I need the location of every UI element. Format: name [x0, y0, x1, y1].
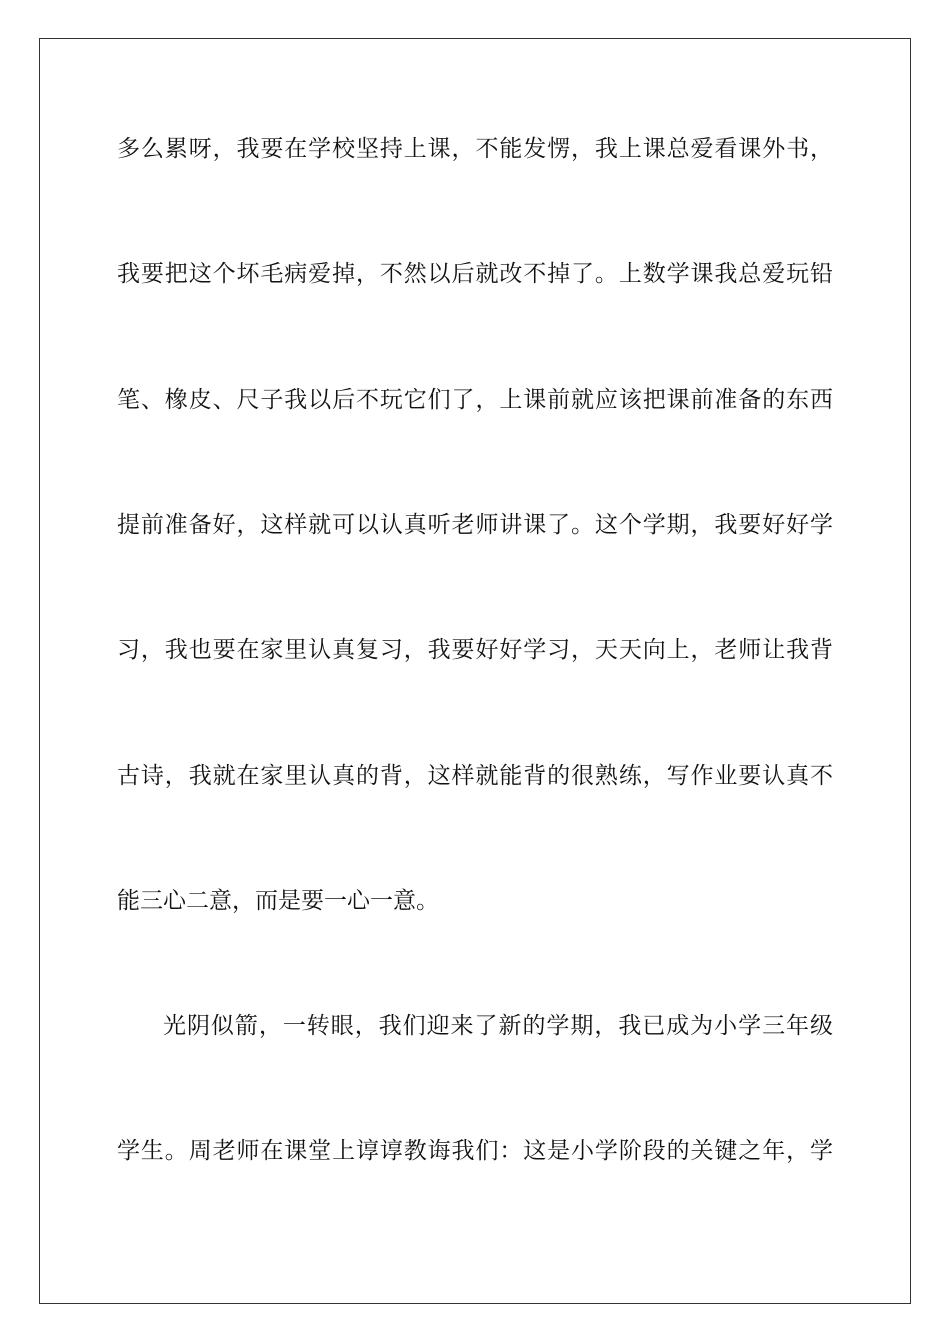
text-line: 提前准备好，这样就可以认真听老师讲课了。这个学期，我要好好学: [117, 512, 833, 538]
text-line: 习，我也要在家里认真复习，我要好好学习，天天向上，老师让我背: [117, 637, 833, 663]
text-line: 学生。周老师在课堂上谆谆教诲我们：这是小学阶段的关键之年，学: [117, 1138, 833, 1164]
text-line: 笔、橡皮、尺子我以后不玩它们了，上课前就应该把课前准备的东西: [117, 387, 833, 413]
text-line: 能三心二意，而是要一心一意。: [117, 888, 439, 914]
text-line: 光阴似箭，一转眼，我们迎来了新的学期，我已成为小学三年级: [163, 1013, 833, 1039]
page-border: [39, 38, 911, 1304]
text-line: 我要把这个坏毛病爱掉，不然以后就改不掉了。上数学课我总爱玩铅: [117, 261, 833, 287]
text-line: 多么累呀，我要在学校坚持上课，不能发愣，我上课总爱看课外书，: [117, 136, 833, 162]
text-line: 古诗，我就在家里认真的背，这样就能背的很熟练，写作业要认真不: [117, 763, 833, 789]
